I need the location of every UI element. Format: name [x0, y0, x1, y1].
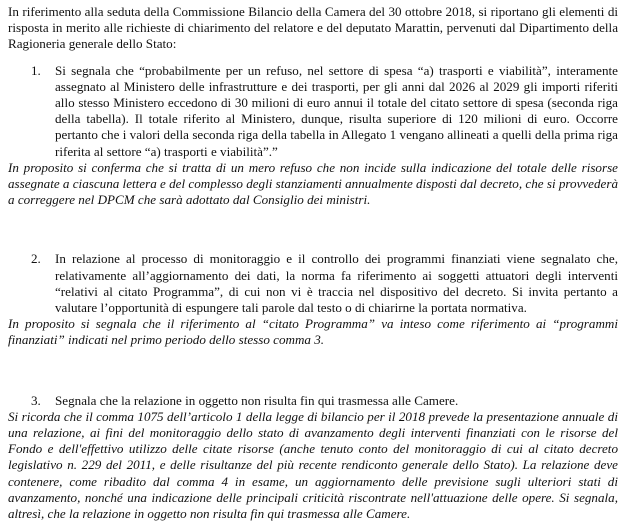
list-item-1	[8, 63, 618, 160]
reply-paragraph-3: Si ricorda che il comma 1075 dell’articolo 1 della legge di bilancio per il 2018 prevede la presentazione annuale di una relazione, ai fini del monitoraggio dello stato di avanzamento degli interventi finanziati con le risorse del Fondo e dell'effettivo utilizzo delle citate risorse (anche tenuto conto del monitoraggio di cui al citato decreto legislativo n. 229 del 2011, e delle risultanze del più recente rendiconto generale dello Stato). La relazione deve contenere, come ribadito dal comma 4 in esame, un aggiornamento delle previsione sugli ulteriori stati di avanzamento, nonché una indicazione delle principali criticità riscontrate nell'attuazione delle opere. Si segnala, altresì, che la relazione in oggetto non risulta fin qui trasmessa alle Camere.	[8, 408, 618, 522]
item-number: 2.	[31, 251, 41, 267]
item-text: Segnala che la relazione in oggetto non risulta fin qui trasmessa alle Camere.	[55, 392, 459, 408]
section-spacer	[8, 208, 618, 241]
item-number: 1.	[31, 62, 41, 78]
item-text: In relazione al processo di monitoraggio e il controllo dei programmi finanziati viene segnalato che, relativamente all’aggiornamento dei dati, la norma fa riferimento ai soggetti attuatori degli interventi “relativi al citato Programma”, di cui non vi è traccia nel dispositivo del decreto. Si invita pertanto a valutare l’opportunità di espungere tali parole dal testo o di chiarirne la portata normativa.	[55, 251, 618, 316]
reply-paragraph-2: In proposito si segnala che il riferimento al “citato Programma” va inteso come riferimento ai “programmi finanziati” indicati nel primo periodo dello stesso comma 3.	[8, 316, 618, 348]
section-spacer	[8, 349, 618, 383]
list-item-3	[8, 393, 618, 409]
reply-paragraph-1: In proposito si conferma che si tratta di un mero refuso che non incide sulla indicazione del totale delle risorse assegnate a ciascuna lettera e del complesso degli stanziamenti annualmente disposti dal decreto, che si provvederà a correggere nel DPCM che sarà adottato dal Consiglio dei ministri.	[8, 159, 618, 208]
intro-paragraph: In riferimento alla seduta della Commissione Bilancio della Camera del 30 ottobre 2018, si riportano gli elementi di risposta in merito alle richieste di chiarimento del relatore e del deputato Marattin, pervenuti dal Dipartimento della Ragioneria generale dello Stato:	[8, 4, 618, 52]
item-text: Si segnala che “probabilmente per un refuso, nel settore di spesa “a) trasporti e viabilità”, interamente assegnato al Ministero delle infrastrutture e dei trasporti, per gli anni dal 2026 al 2029 gli importi riferiti allo stesso Ministero eccedono di 30 milioni di euro annui il totale del citato settore di spesa (seconda riga della tabella). Il totale riferito al Ministero, dunque, risulta superiore di 120 milioni di euro. Occorre pertanto che i valori della seconda riga della tabella in Allegato 1 vengano allineati a quelli della prima riga riferita al settore “a) trasporti e viabilità”.”	[55, 62, 618, 159]
list-item-2	[8, 251, 618, 316]
item-number: 3.	[31, 392, 41, 408]
